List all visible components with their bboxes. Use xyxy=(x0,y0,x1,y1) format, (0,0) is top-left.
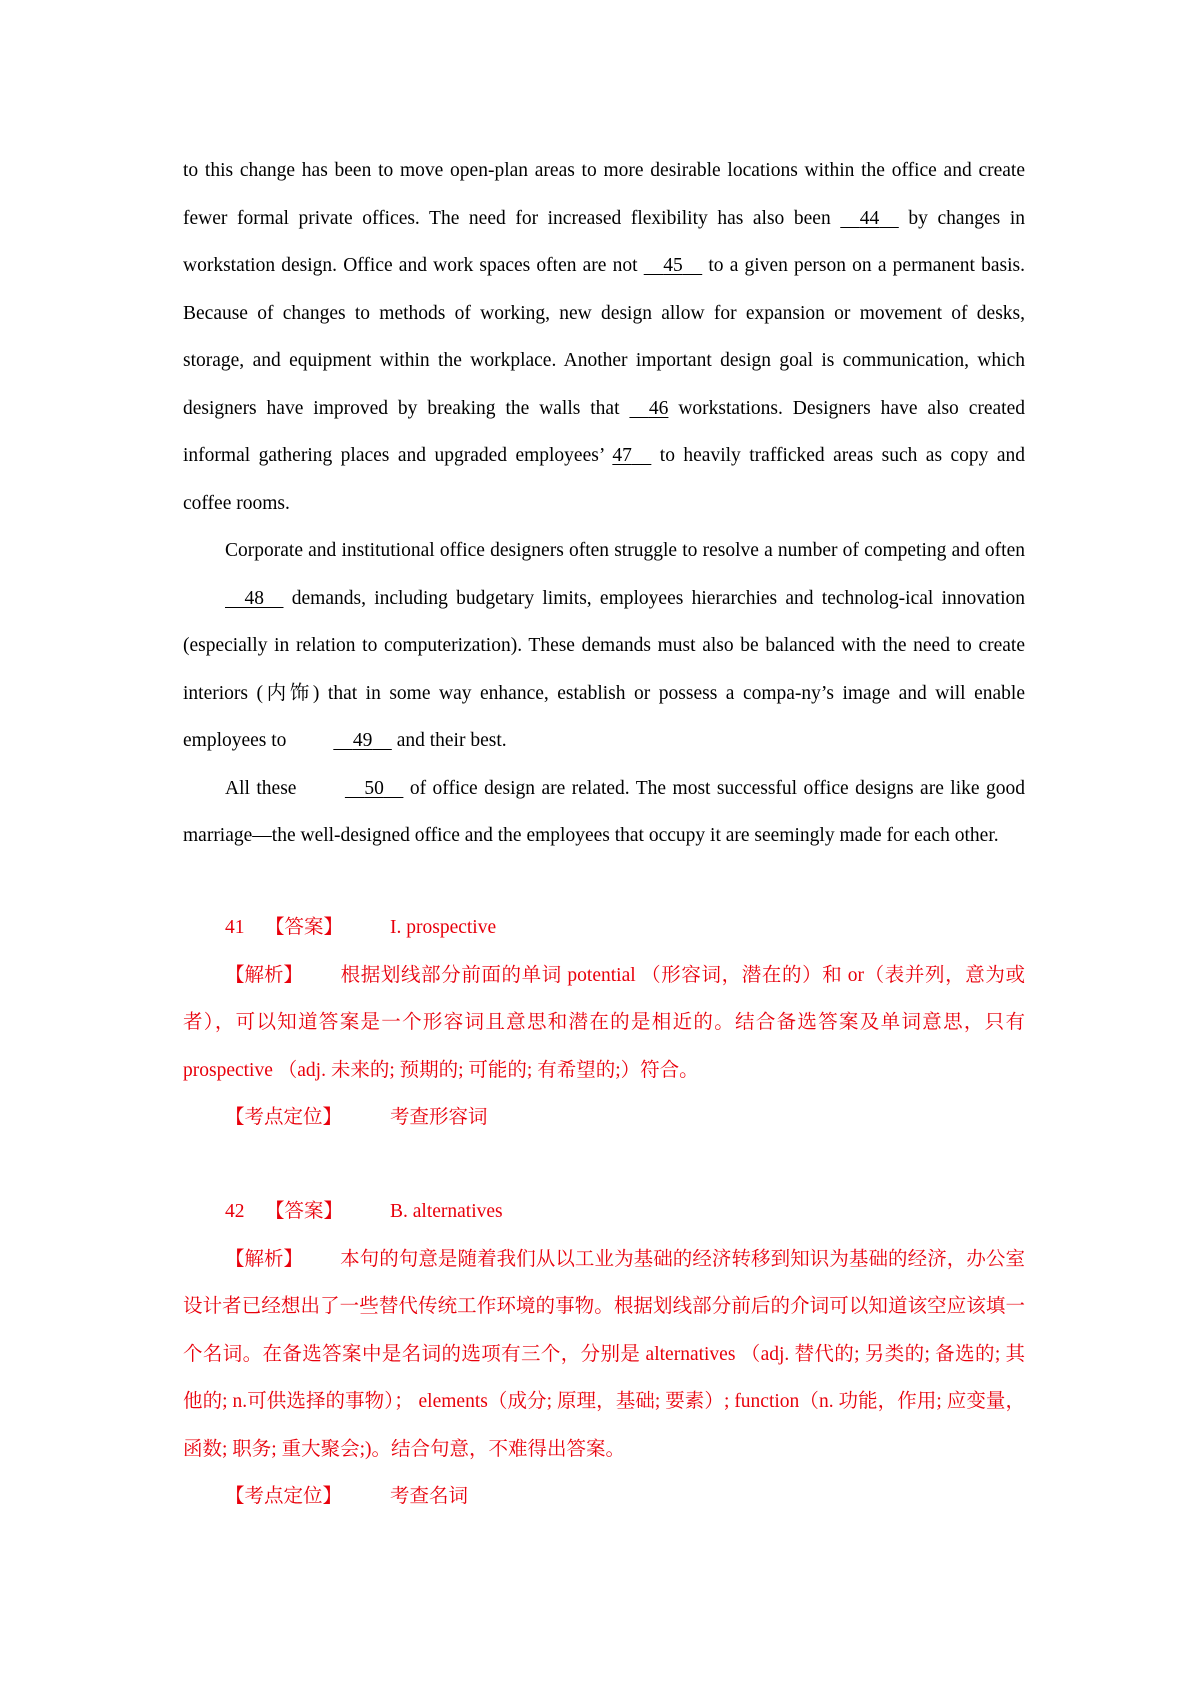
passage-paragraph-1 xyxy=(183,147,1025,527)
answer-tag: 【答案】 xyxy=(265,1201,344,1222)
analysis-text: 本句的句意是随着我们从以工业为基础的经济转移到知识为基础的经济，办公室设计者已经想出了一些替代传统工作环境的事物。根据划线部分前后的介词可以知道该空应该填一个名词。在备选答案中是名词的选项有三个，分别是 alternatives （adj. 替代的; 另类的; 备选的; 其他的; n.可供选择的事物）； elements（成分; 原理，基础; 要素）; function（n. 功能，作用; 应变量，函数; 职务; 重大聚会;)。结合句意，不难得出答案。 xyxy=(183,1248,1025,1460)
answer-tag: 【答案】 xyxy=(265,917,344,938)
blank-44: 44 xyxy=(859,207,880,229)
blank-46: 46 xyxy=(648,397,669,419)
passage-text: and their best. xyxy=(391,730,507,751)
reading-passage xyxy=(183,147,1025,860)
blank-47: 47 xyxy=(612,445,632,466)
passage-text: of office design are related. The most successful office designs are like good marriage—the well-designed office and the employees that occupy it are seemingly made for each other. xyxy=(183,777,1026,846)
passage-text: Corporate and institutional office designers often struggle to resolve a number of competing and often xyxy=(225,540,1025,561)
key-point-line xyxy=(183,1473,1025,1521)
passage-text: to this change has been to move open-plan areas to more desirable locations within the office and create fewer formal private offices. The need for increased flexibility has also been xyxy=(183,160,1025,229)
analysis-text: 根据划线部分前面的单词 potential （形容词，潜在的）和 or（表并列，意为或者），可以知道答案是一个形容词且意思和潜在的是相近的。结合备选答案及单词意思，只有 prospective （adj. 未来的; 预期的; 可能的; 有希望的;）符合。 xyxy=(183,964,1025,1081)
blank-45: 45 xyxy=(663,255,683,276)
answer-block-42 xyxy=(183,1188,1025,1521)
passage-paragraph-2 xyxy=(183,527,1025,765)
key-point-text: 考查形容词 xyxy=(390,1107,488,1128)
answer-line xyxy=(183,1188,1025,1236)
passage-text: All these xyxy=(225,777,303,799)
blank-48: 48 xyxy=(244,587,264,609)
question-number: 42 xyxy=(225,1201,245,1222)
analysis-line xyxy=(183,1236,1025,1474)
passage-text: workstations. Designers have also created informal gathering places and upgraded employees’ xyxy=(183,397,1025,466)
answer-block-41 xyxy=(183,904,1025,1142)
answer-value: I. prospective xyxy=(390,917,497,938)
answer-line xyxy=(183,904,1025,952)
key-point-tag: 【考点定位】 xyxy=(225,1107,343,1128)
question-number: 41 xyxy=(225,917,245,938)
blank-49: 49 xyxy=(352,730,373,751)
passage-paragraph-3 xyxy=(183,765,1025,860)
key-point-tag: 【考点定位】 xyxy=(225,1486,343,1507)
key-point-text: 考查名词 xyxy=(390,1486,469,1507)
passage-text: to heavily trafficked areas such as copy and coffee rooms. xyxy=(183,445,1026,514)
analysis-tag: 【解析】 xyxy=(225,964,304,986)
analysis-line xyxy=(183,952,1025,1095)
passage-text: to a given person on a permanent basis. Because of changes to methods of working, new design allow for expansion or movement of desks, storage, and equipment within the workplace. Another important design goal is communication, which designers have improved by breaking the walls that xyxy=(183,255,1025,419)
analysis-tag: 【解析】 xyxy=(225,1248,304,1270)
blank-50: 50 xyxy=(364,777,384,799)
answer-value: B. alternatives xyxy=(390,1201,503,1222)
passage-text: demands, including budgetary limits, employees hierarchies and technolog-ical innovation (especially in relation to computerization). These demands must also be balanced with the need to create interiors (内饰) that in some way enhance, establish or possess a compa-ny’s image and will enable employees to xyxy=(183,587,1025,751)
passage-text: by changes in workstation design. Office and work spaces often are not xyxy=(183,207,1025,276)
key-point-line xyxy=(183,1094,1025,1142)
